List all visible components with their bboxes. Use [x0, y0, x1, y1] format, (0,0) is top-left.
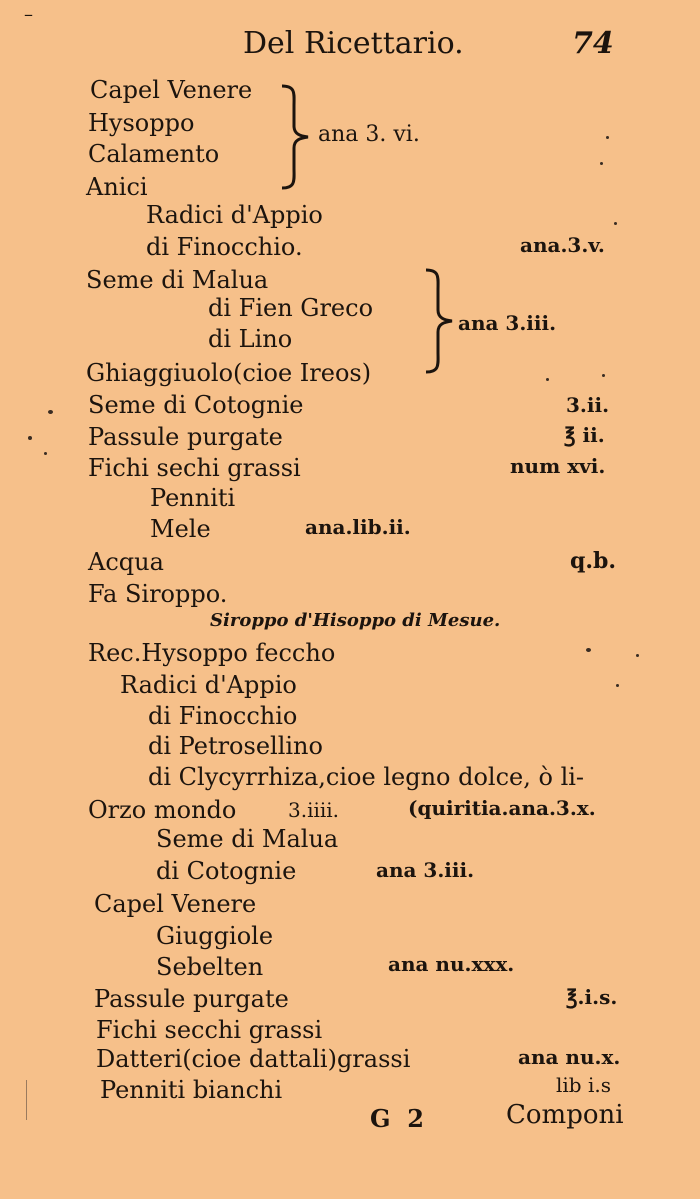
line-di-clycyrrhiza: di Clycyrrhiza,cioe legno dolce, ò li- — [148, 763, 585, 791]
line-seme-di-malua-2: Seme di Malua — [156, 825, 339, 853]
amount-lib-i-s: lib i.s — [556, 1073, 611, 1097]
signature-mark: G 2 — [370, 1104, 424, 1133]
amount-ana-3-iii-2: ana 3.iii. — [376, 858, 475, 882]
line-anici: Anici — [86, 173, 148, 201]
line-datteri: Datteri(cioe dattali)grassi — [96, 1045, 411, 1073]
amount-oz-i-s: ℥.i.s. — [566, 985, 618, 1009]
margin-dash: – — [24, 4, 33, 25]
line-fichi-sechi-grassi: Fichi sechi grassi — [88, 454, 301, 482]
line-fichi-secchi-grassi: Fichi secchi grassi — [96, 1016, 323, 1044]
ink-speck — [606, 136, 609, 139]
brace-icon — [276, 82, 316, 192]
line-acqua: Acqua — [88, 548, 164, 576]
ink-speck — [616, 684, 619, 687]
ink-speck — [602, 374, 605, 377]
ink-speck — [614, 222, 617, 225]
amount-num-xvi: num xvi. — [510, 454, 606, 478]
line-passule-purgate-2: Passule purgate — [94, 985, 289, 1013]
line-sebelten: Sebelten — [156, 953, 264, 981]
line-di-petrosellino: di Petrosellino — [148, 732, 323, 760]
amount-3-iiii: 3.iiii. — [288, 798, 340, 822]
ink-speck — [586, 648, 591, 652]
line-capel-venere-2: Capel Venere — [94, 890, 257, 918]
line-penniti: Penniti — [150, 484, 236, 512]
amount-3-ii: 3.ii. — [566, 393, 610, 417]
ink-speck — [636, 654, 639, 657]
line-orzo-mondo: Orzo mondo — [88, 796, 237, 824]
amount-q-b: q.b. — [570, 548, 617, 574]
line-di-cotognie: di Cotognie — [156, 857, 297, 885]
line-radici-appio: Radici d'Appio — [146, 201, 323, 229]
ink-speck — [44, 452, 47, 455]
amount-ana-3-iii: ana 3.iii. — [458, 311, 557, 335]
line-seme-di-malua: Seme di Malua — [86, 266, 269, 294]
line-di-lino: di Lino — [208, 325, 293, 353]
amount-ana-lib-ii: ana.lib.ii. — [305, 515, 411, 539]
catchword: Componi — [506, 1100, 624, 1130]
page-number: 74 — [572, 26, 614, 61]
line-di-fien-greco: di Fien Greco — [208, 294, 374, 322]
recipe-subtitle: Siroppo d'Hisoppo di Mesue. — [210, 610, 501, 631]
amount-ana-nu-xxx: ana nu.xxx. — [388, 952, 515, 976]
running-header-title: Del Ricettario. — [243, 26, 464, 61]
ink-speck — [546, 378, 549, 381]
ink-speck — [600, 162, 603, 165]
line-radici-appio-2: Radici d'Appio — [120, 671, 297, 699]
line-passule-purgate: Passule purgate — [88, 423, 283, 451]
amount-quiritia: (quiritia.ana.3.x. — [408, 796, 596, 820]
line-di-finocchio: di Finocchio. — [146, 233, 303, 261]
line-giuggiole: Giuggiole — [156, 922, 274, 950]
ink-speck — [48, 410, 53, 414]
line-ghiaggiuolo: Ghiaggiuolo(cioe Ireos) — [86, 359, 372, 387]
line-calamento: Calamento — [88, 140, 220, 168]
line-seme-di-cotognie: Seme di Cotognie — [88, 391, 304, 419]
left-margin-rule — [26, 1080, 27, 1120]
line-mele: Mele — [150, 515, 211, 543]
line-penniti-bianchi: Penniti bianchi — [100, 1076, 283, 1104]
line-capel-venere: Capel Venere — [90, 76, 253, 104]
line-hysoppo: Hysoppo — [88, 109, 195, 137]
amount-ana-3-v: ana.3.v. — [520, 233, 605, 257]
amount-oz-ii: ℥ ii. — [564, 423, 605, 447]
amount-ana-nu-x: ana nu.x. — [518, 1045, 621, 1069]
line-rec-hysoppo: Rec.Hysoppo feccho — [88, 639, 336, 667]
ink-speck — [28, 436, 32, 440]
line-fa-siroppo: Fa Siroppo. — [88, 580, 228, 608]
brace-icon — [420, 266, 460, 376]
amount-ana-3-vi: ana 3. vi. — [318, 122, 420, 147]
line-di-finocchio-2: di Finocchio — [148, 702, 298, 730]
